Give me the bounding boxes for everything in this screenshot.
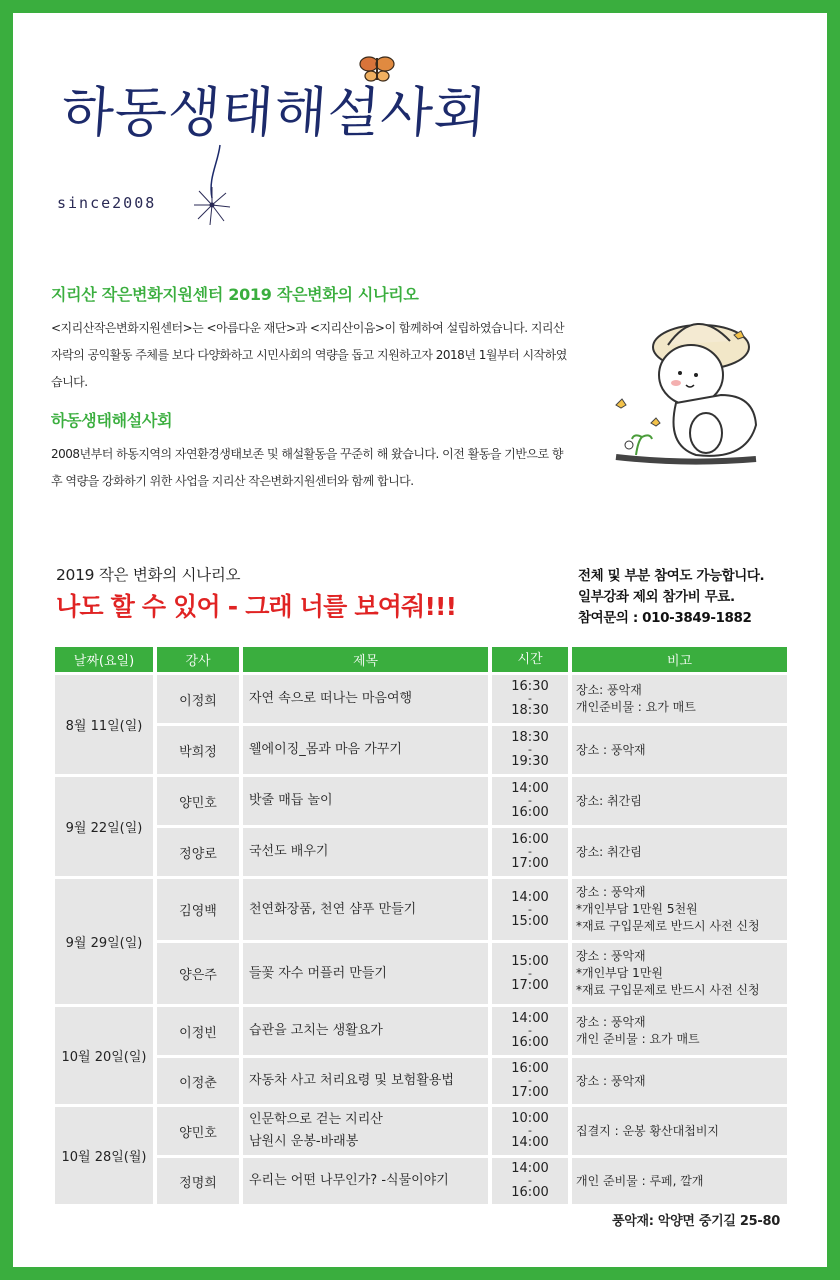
- dandelion-icon: [190, 143, 240, 233]
- logo-title: 하동생태해설사회: [59, 81, 490, 144]
- title-cell: 천연화장품, 천연 샴푸 만들기: [243, 879, 488, 940]
- table-row: [55, 943, 787, 1004]
- note-cell: 장소 : 풍악재: [572, 726, 787, 774]
- date-cell: 8월 11일(일): [55, 675, 153, 774]
- end-time: 17:00: [511, 1085, 549, 1100]
- instructor-cell: 정양로: [157, 828, 239, 876]
- instructor-cell: 김영백: [157, 879, 239, 940]
- time-separator: -: [528, 1074, 532, 1087]
- time-separator: -: [528, 743, 532, 756]
- instructor-cell: 양민호: [157, 777, 239, 825]
- title-cell: 인문학으로 걷는 지리산 남원시 운봉-바래봉: [243, 1107, 488, 1155]
- venue-address: 풍악재: 악양면 중기길 25-80: [612, 1214, 780, 1229]
- notice-line: 전체 및 부분 참여도 가능합니다.: [578, 568, 765, 584]
- note-cell: 장소 : 풍악재 개인 준비물 : 요가 매트: [572, 1007, 787, 1055]
- table-row: [55, 777, 787, 825]
- end-time: 16:00: [511, 1035, 549, 1050]
- title-cell: 웰에이징_몸과 마음 가꾸기: [243, 726, 488, 774]
- table-row: [55, 1107, 787, 1155]
- end-time: 19:30: [511, 754, 549, 769]
- instructor-cell: 박희정: [157, 726, 239, 774]
- note-cell: 개인 준비물 : 루페, 깔개: [572, 1158, 787, 1204]
- instructor-cell: 이정춘: [157, 1058, 239, 1104]
- start-time: 14:00: [511, 889, 549, 905]
- schedule-subtitle: 2019 작은 변화의 시나리오: [56, 566, 241, 584]
- note-cell: 장소: 취간림: [572, 828, 787, 876]
- table-row: [55, 726, 787, 774]
- instructor-cell: 이정희: [157, 675, 239, 723]
- date-cell: 10월 20일(일): [55, 1007, 153, 1104]
- note-cell: 장소: 풍악재 개인준비물 : 요가 매트: [572, 675, 787, 723]
- start-time: 14:00: [511, 1011, 549, 1026]
- notice-line: 일부강좌 제외 참가비 무료.: [578, 589, 735, 605]
- time-separator: -: [528, 966, 532, 980]
- start-time: 16:00: [511, 832, 549, 847]
- start-time: 18:30: [511, 730, 549, 745]
- end-time: 14:00: [511, 1135, 549, 1150]
- table-row: [55, 828, 787, 876]
- title-cell: 국선도 배우기: [243, 828, 488, 876]
- table-header-row: [55, 647, 787, 672]
- note-cell: 장소 : 풍악재: [572, 1058, 787, 1104]
- note-cell: 장소 : 풍악재 *개인부담 1만원 *재료 구입문제로 반드시 사전 신청: [572, 943, 787, 1004]
- time-cell: [492, 1007, 568, 1055]
- start-time: 15:00: [511, 953, 549, 969]
- title-cell: 자동차 사고 처리요령 및 보험활용법: [243, 1058, 488, 1104]
- schedule-headline: 나도 할 수 있어 - 그래 너를 보여줘!!!: [56, 592, 457, 621]
- intro-section: [51, 282, 571, 507]
- end-time: 17:00: [511, 977, 549, 993]
- instructor-cell: 양민호: [157, 1107, 239, 1155]
- time-cell: [492, 726, 568, 774]
- time-separator: -: [528, 902, 532, 916]
- end-time: 16:00: [511, 805, 549, 820]
- title-cell: 습관을 고치는 생활요가: [243, 1007, 488, 1055]
- intro-title: 지리산 작은변화지원센터 2019 작은변화의 시나리오: [51, 285, 419, 304]
- title-cell: 자연 속으로 떠나는 마음여행: [243, 675, 488, 723]
- title-cell: 우리는 어떤 나무인가? -식물이야기: [243, 1158, 488, 1204]
- table-row: [55, 675, 787, 723]
- butterfly-icon: [357, 50, 397, 84]
- time-separator: -: [528, 1124, 532, 1137]
- time-cell: [492, 777, 568, 825]
- table-row: [55, 1158, 787, 1204]
- time-separator: -: [528, 794, 532, 807]
- intro-body: <지리산작은변화지원센터>는 <아름다운 재단>과 <지리산이음>이 함께하여 설립하였습니다. 지리산 자락의 공익활동 주체를 보다 다양화하고 시민사회의 역량을 돕고 지원하고자 2018년 1월부터 시작하였습니다.: [51, 321, 567, 389]
- end-time: 15:00: [511, 913, 549, 929]
- time-separator: -: [528, 692, 532, 705]
- participation-notice: [578, 566, 764, 629]
- time-separator: -: [528, 1024, 532, 1037]
- table-row: [55, 1058, 787, 1104]
- time-cell: [492, 675, 568, 723]
- date-cell: 9월 29일(일): [55, 879, 153, 1004]
- time-cell: [492, 1107, 568, 1155]
- instructor-cell: 양은주: [157, 943, 239, 1004]
- title-cell: 들꽃 자수 머플러 만들기: [243, 943, 488, 1004]
- column-header-date: 날짜(요일): [55, 647, 153, 672]
- end-time: 16:00: [511, 1185, 549, 1200]
- end-time: 18:30: [511, 703, 549, 718]
- time-cell: [492, 879, 568, 940]
- date-cell: 10월 28일(월): [55, 1107, 153, 1204]
- time-separator: -: [528, 1174, 532, 1187]
- note-cell: 장소 : 풍악재 *개인부담 1만원 5천원 *재료 구입문제로 반드시 사전 신청: [572, 879, 787, 940]
- instructor-cell: 이정빈: [157, 1007, 239, 1055]
- time-cell: [492, 1058, 568, 1104]
- title-cell: 밧줄 매듭 놀이: [243, 777, 488, 825]
- start-time: 16:30: [511, 679, 549, 694]
- start-time: 14:00: [511, 1161, 549, 1176]
- start-time: 14:00: [511, 781, 549, 796]
- schedule-heading: [56, 563, 456, 623]
- date-cell: 9월 22일(일): [55, 777, 153, 876]
- logo: [52, 48, 490, 228]
- notice-line: 참여문의 : 010-3849-1882: [578, 610, 752, 626]
- column-header-instructor: 강사: [157, 647, 239, 672]
- table-row: [55, 879, 787, 940]
- column-header-time: 시간: [492, 647, 568, 672]
- start-time: 10:00: [511, 1111, 549, 1126]
- character-illustration: [596, 305, 771, 480]
- start-time: 16:00: [511, 1061, 549, 1076]
- time-separator: -: [528, 845, 532, 858]
- end-time: 17:00: [511, 856, 549, 871]
- column-header-title: 제목: [243, 647, 488, 672]
- group-body: 2008년부터 하동지역의 자연환경생태보존 및 해설활동을 꾸준히 해 왔습니다. 이전 활동을 기반으로 향후 역량을 강화하기 위한 사업을 지리산 작은변화지원센터와 함께 합니다.: [51, 447, 563, 488]
- time-cell: [492, 828, 568, 876]
- schedule-table: [51, 644, 791, 1207]
- note-cell: 장소: 취간림: [572, 777, 787, 825]
- time-cell: [492, 943, 568, 1004]
- note-cell: 집결지 : 운봉 황산대첩비지: [572, 1107, 787, 1155]
- logo-since: since2008: [57, 194, 157, 212]
- time-cell: [492, 1158, 568, 1204]
- group-title: 하동생태해설사회: [51, 411, 173, 430]
- instructor-cell: 정명희: [157, 1158, 239, 1204]
- table-row: [55, 1007, 787, 1055]
- column-header-note: 비고: [572, 647, 787, 672]
